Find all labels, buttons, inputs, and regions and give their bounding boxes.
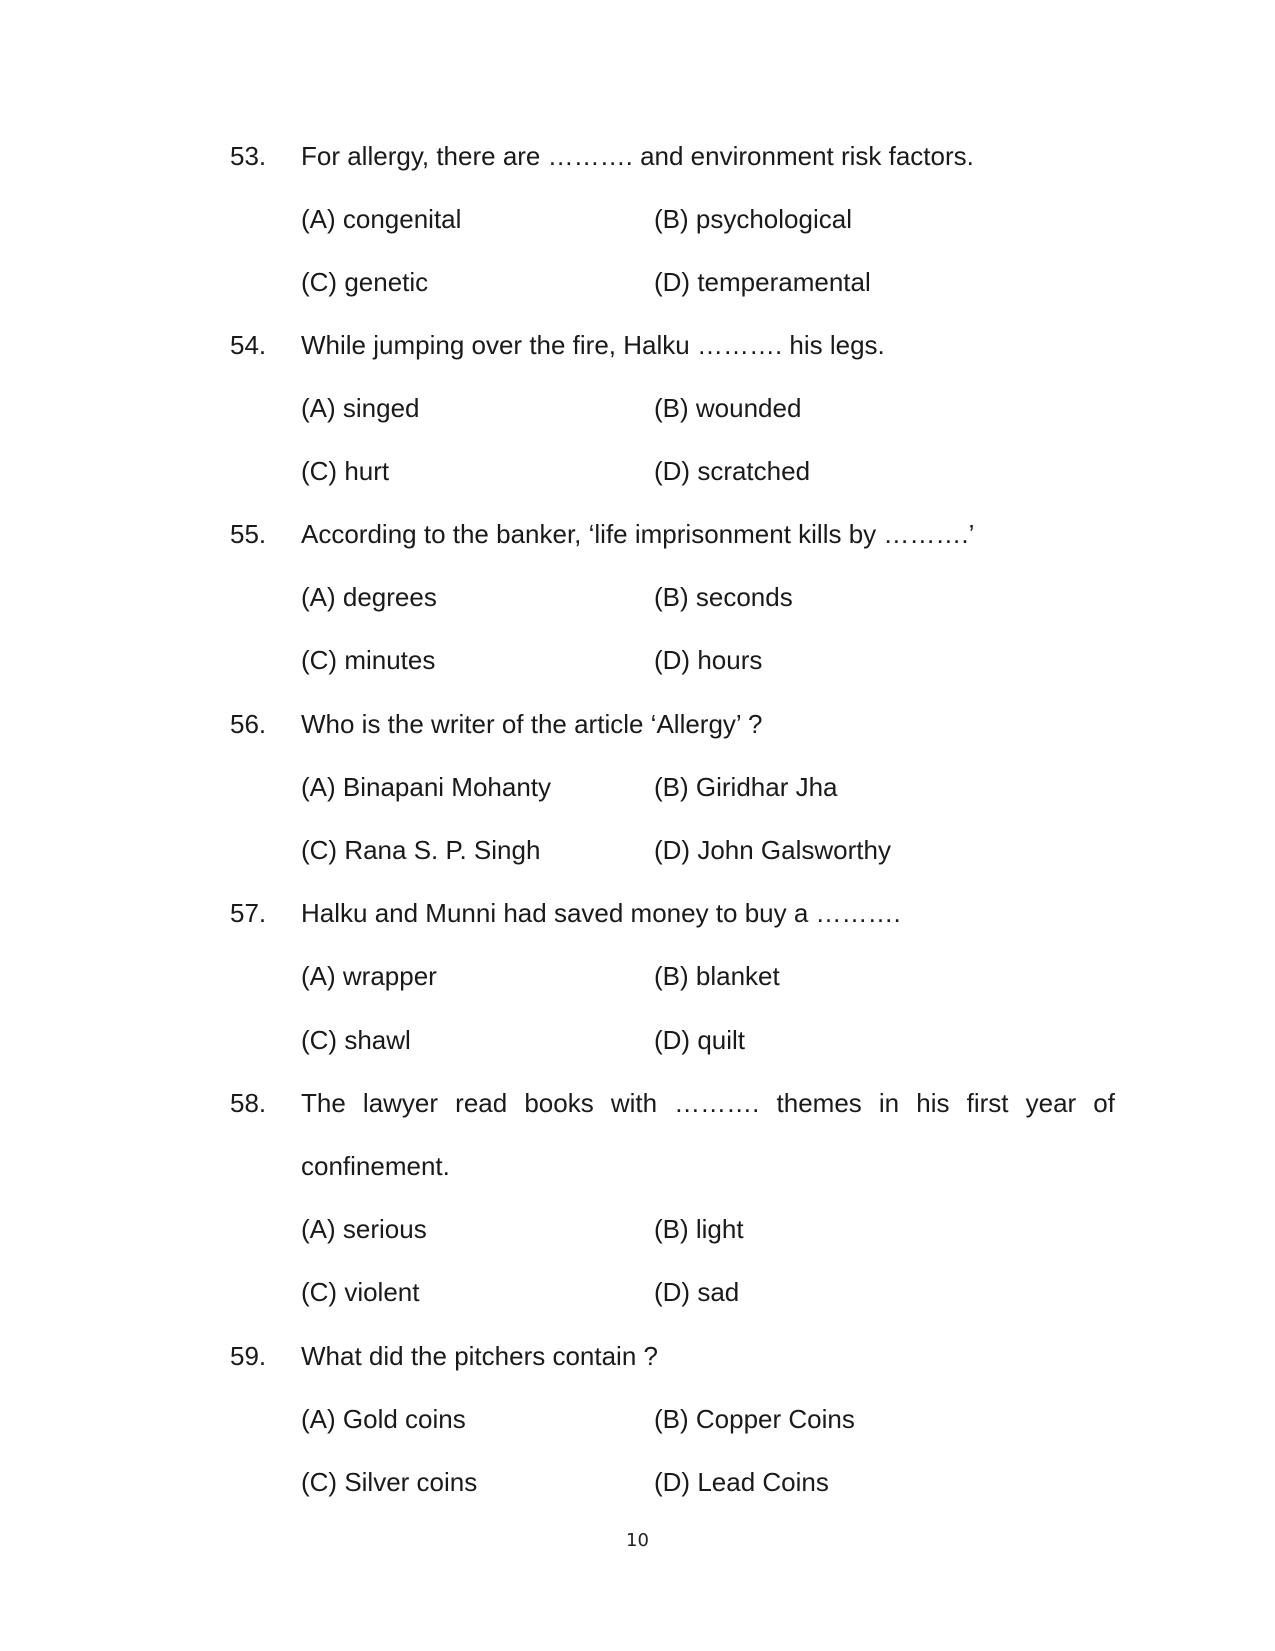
question-56-text: Who is the writer of the article ‘Allergy’ ? xyxy=(301,709,763,739)
question-53-option-a: (A) congenital xyxy=(301,204,462,234)
question-55-text: According to the banker, ‘life imprisonment kills by ……….’ xyxy=(301,519,975,549)
question-57-number: 57. xyxy=(230,898,267,928)
question-58-option-d: (D) sad xyxy=(654,1277,740,1307)
question-56-option-b: (B) Giridhar Jha xyxy=(654,772,838,802)
question-59-option-c: (C) Silver coins xyxy=(301,1467,478,1497)
question-55-option-b: (B) seconds xyxy=(654,582,793,612)
question-56-option-c: (C) Rana S. P. Singh xyxy=(301,835,541,865)
question-58-text-line-1: The lawyer read books with ………. themes in his first year of xyxy=(301,1088,1115,1118)
question-56-option-a: (A) Binapani Mohanty xyxy=(301,772,552,802)
question-58-option-b: (B) light xyxy=(654,1214,744,1244)
question-54-text: While jumping over the fire, Halku ………. his legs. xyxy=(301,330,885,360)
question-55-option-a: (A) degrees xyxy=(301,582,437,612)
question-57-text: Halku and Munni had saved money to buy a ………. xyxy=(301,898,901,928)
question-53-number: 53. xyxy=(230,141,267,171)
question-57-option-d: (D) quilt xyxy=(654,1025,746,1055)
question-59-number: 59. xyxy=(230,1341,267,1371)
question-57-option-b: (B) blanket xyxy=(654,961,780,991)
question-58-text-line-2: confinement. xyxy=(301,1151,450,1181)
question-59-option-d: (D) Lead Coins xyxy=(654,1467,829,1497)
question-54-option-c: (C) hurt xyxy=(301,456,390,486)
question-59-option-b: (B) Copper Coins xyxy=(654,1404,855,1434)
question-54-option-d: (D) scratched xyxy=(654,456,811,486)
question-54-number: 54. xyxy=(230,330,267,360)
question-56-number: 56. xyxy=(230,709,267,739)
question-58-option-a: (A) serious xyxy=(301,1214,427,1244)
question-53-option-b: (B) psychological xyxy=(654,204,852,234)
question-57-option-c: (C) shawl xyxy=(301,1025,411,1055)
question-58-number: 58. xyxy=(230,1088,267,1118)
question-55-option-c: (C) minutes xyxy=(301,645,436,675)
question-56-option-d: (D) John Galsworthy xyxy=(654,835,891,865)
question-54-option-b: (B) wounded xyxy=(654,393,802,423)
question-58-option-c: (C) violent xyxy=(301,1277,420,1307)
question-54-option-a: (A) singed xyxy=(301,393,420,423)
page-number: 10 xyxy=(626,1530,649,1551)
question-53-option-c: (C) genetic xyxy=(301,267,429,297)
question-57-option-a: (A) wrapper xyxy=(301,961,437,991)
question-59-option-a: (A) Gold coins xyxy=(301,1404,466,1434)
question-55-number: 55. xyxy=(230,519,267,549)
question-53-option-d: (D) temperamental xyxy=(654,267,871,297)
question-55-option-d: (D) hours xyxy=(654,645,763,675)
question-59-text: What did the pitchers contain ? xyxy=(301,1341,658,1371)
question-53-text: For allergy, there are ………. and environment risk factors. xyxy=(301,141,974,171)
